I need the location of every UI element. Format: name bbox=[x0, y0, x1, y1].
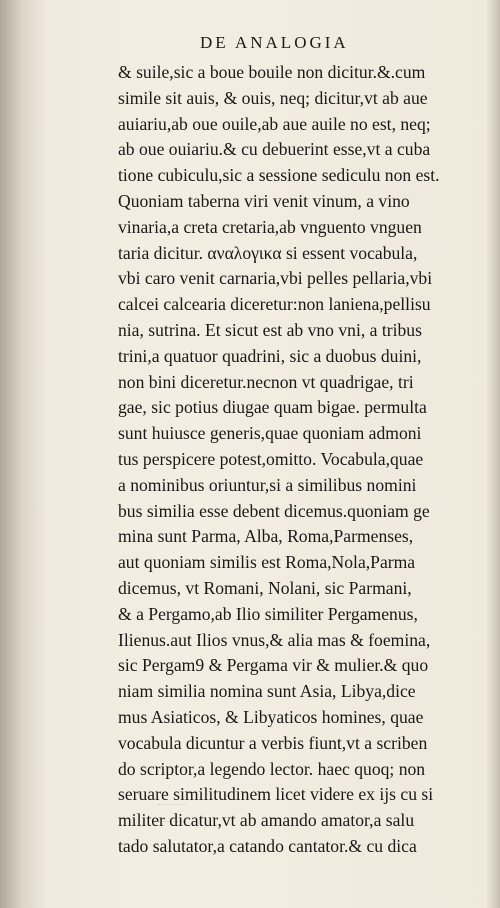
text-line: Ilienus.aut Ilios vnus,& alia mas & foemina, bbox=[118, 629, 431, 650]
text-line: a nominibus oriuntur,si a similibus nomini bbox=[118, 474, 417, 495]
text-line: Quoniam taberna viri venit vinum, a vino bbox=[118, 190, 410, 211]
text-line: seruare similitudinem licet videre ex ijs cu si bbox=[118, 784, 434, 805]
text-line: trini,a quatuor quadrini, sic a duobus duini, bbox=[118, 345, 422, 366]
text-line: gae, sic potius diugae quam bigae. permulta bbox=[118, 397, 427, 418]
text-line: ab oue ouiariu.& cu debuerint esse,vt a cuba bbox=[118, 139, 431, 160]
text-line: niam similia nomina sunt Asia, Libya,dice bbox=[118, 681, 416, 702]
text-line: bus similia esse debent dicemus.quoniam ge bbox=[118, 500, 430, 521]
text-line: calcei calcearia diceretur:non laniena,pellisu bbox=[118, 294, 431, 315]
text-line: simile sit auis, & ouis, neq; dicitur,vt ab aue bbox=[118, 87, 428, 108]
text-line: auiariu,ab oue ouile,ab aue auile no est, neq; bbox=[118, 113, 431, 134]
body-text bbox=[118, 60, 490, 860]
text-line: dicemus, vt Romani, Nolani, sic Parmani, bbox=[118, 577, 412, 598]
gutter-shadow bbox=[0, 0, 48, 908]
text-line: aut quoniam similis est Roma,Nola,Parma bbox=[118, 552, 416, 573]
text-line: mus Asiaticos, & Libyaticos homines, quae bbox=[118, 706, 424, 727]
text-line: sic Pergam9 & Pergama vir & mulier.& quo bbox=[118, 655, 429, 676]
text-line: tione cubiculu,sic a sessione sediculu non est. bbox=[118, 165, 440, 186]
running-head: DE ANALOGIA bbox=[200, 33, 349, 52]
text-line: vocabula dicuntur a verbis fiunt,vt a scriben bbox=[118, 732, 428, 753]
text-line: & a Pergamo,ab Ilio similiter Pergamenus, bbox=[118, 603, 418, 624]
text-line: mina sunt Parma, Alba, Roma,Parmenses, bbox=[118, 526, 414, 547]
faded-stamp-mark bbox=[158, 804, 186, 822]
text-line: tado salutator,a catando cantator.& cu dica bbox=[118, 835, 417, 856]
text-line: vbi caro venit carnaria,vbi pelles pellaria,vbi bbox=[118, 268, 433, 289]
text-line: nia, sutrina. Et sicut est ab vno vni, a tribus bbox=[118, 319, 422, 340]
text-line: taria dicitur. αναλογικα si essent vocabula, bbox=[118, 242, 418, 263]
text-line: tus perspicere potest,omitto. Vocabula,quae bbox=[118, 448, 424, 469]
text-line: & suile,sic a boue bouile non dicitur.&.cum bbox=[118, 62, 426, 82]
text-line: militer dicatur,vt ab amando amator,a salu bbox=[118, 810, 415, 831]
text-line: vinaria,a creta cretaria,ab vnguento vnguen bbox=[118, 216, 422, 237]
text-line: non bini diceretur.necnon vt quadrigae, tri bbox=[118, 371, 414, 392]
text-line: do scriptor,a legendo lector. haec quoq; non bbox=[118, 758, 426, 779]
text-line: sunt huiusce generis,quae quoniam admoni bbox=[118, 423, 422, 444]
